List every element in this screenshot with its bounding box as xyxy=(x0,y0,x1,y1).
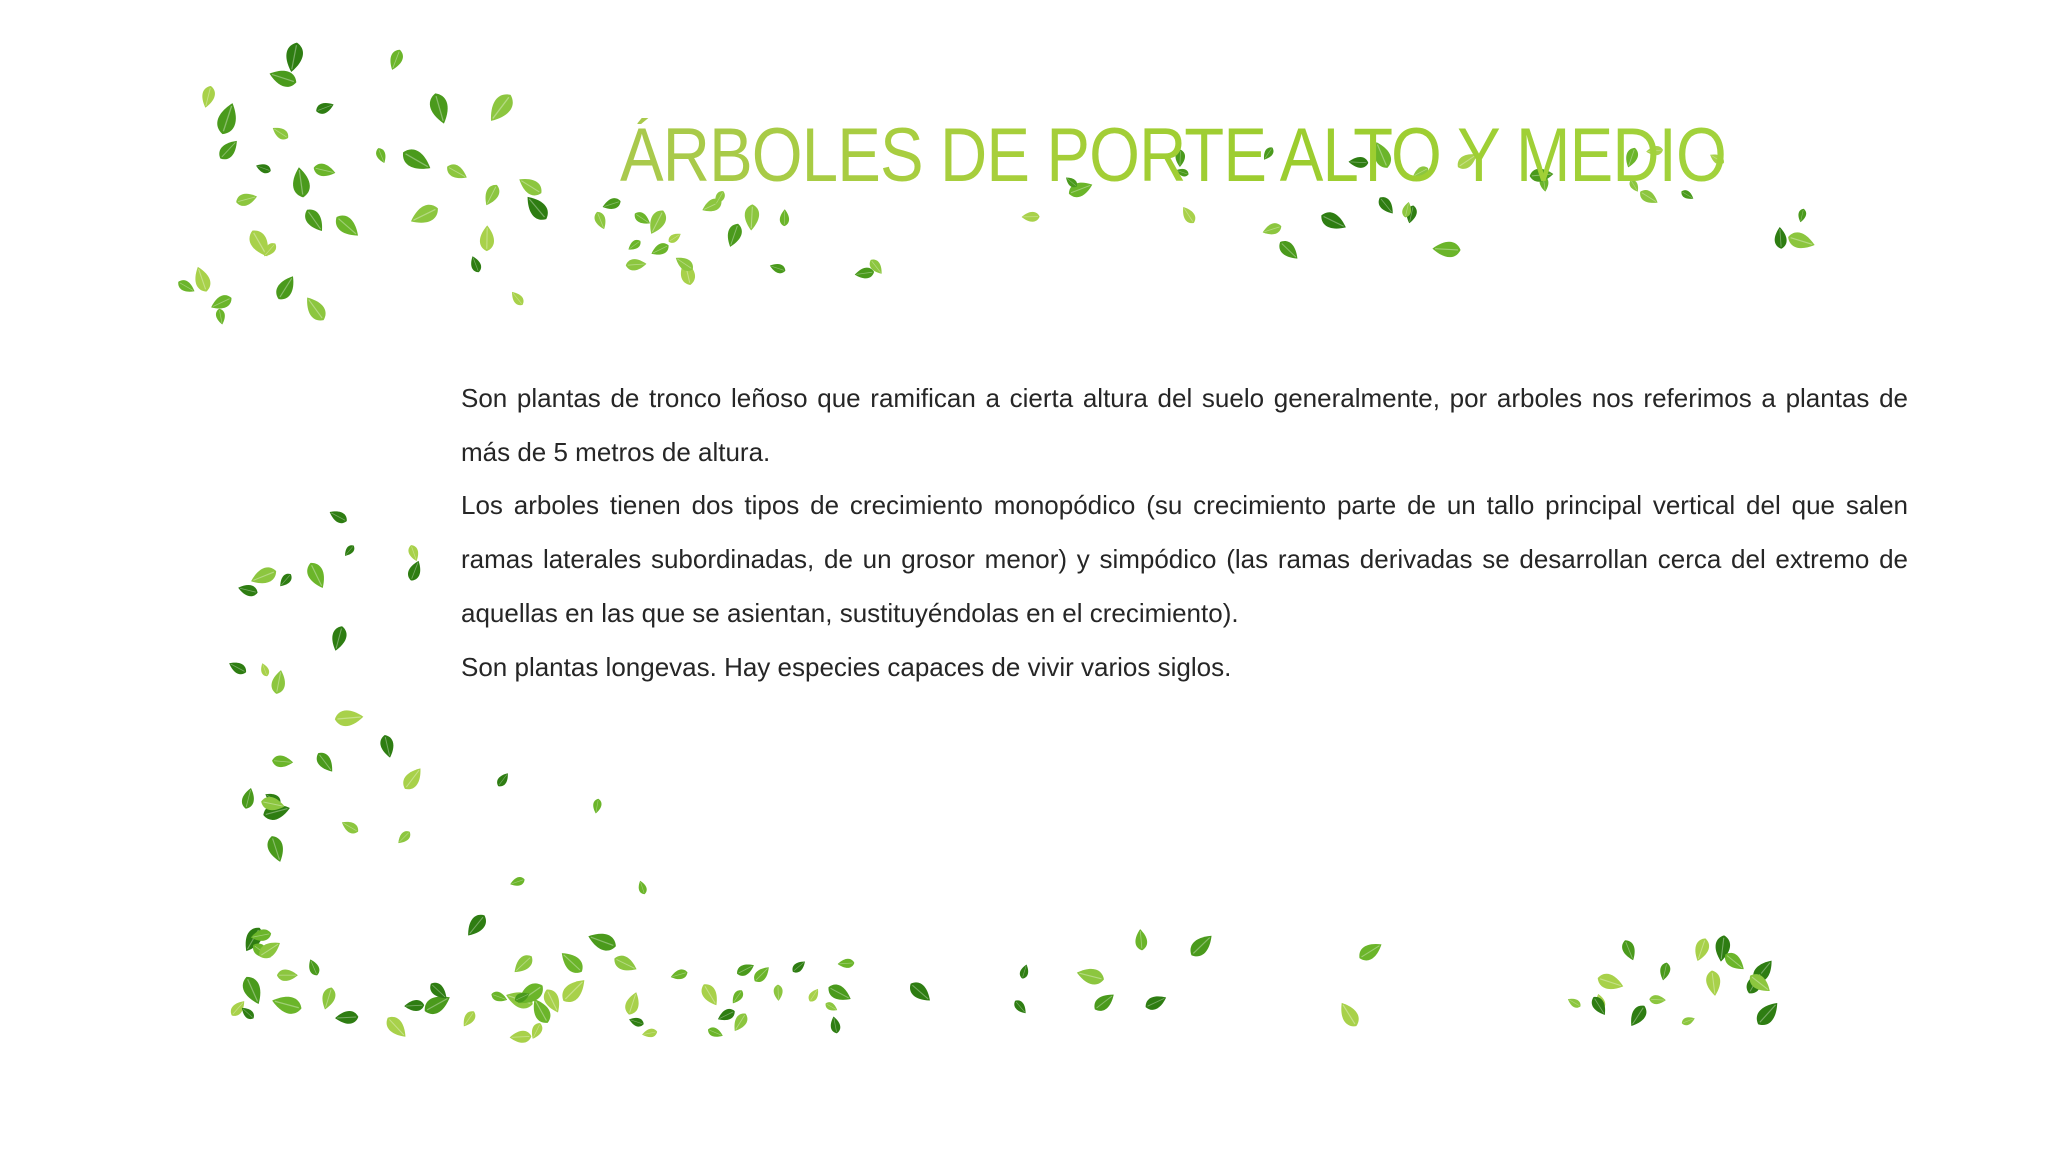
leaf xyxy=(837,958,854,968)
leaf xyxy=(790,958,808,975)
leaf xyxy=(304,560,330,592)
leaf xyxy=(669,968,688,982)
leaf xyxy=(716,1006,737,1023)
leaf xyxy=(1774,227,1787,250)
leaf xyxy=(592,210,608,231)
leaf xyxy=(301,206,328,235)
leaf xyxy=(245,227,274,261)
leaf xyxy=(1179,204,1198,226)
leaf xyxy=(1143,992,1169,1013)
leaf xyxy=(331,211,363,241)
leaf xyxy=(240,787,257,811)
leaf xyxy=(1318,209,1349,234)
leaf xyxy=(191,264,213,293)
leaf xyxy=(329,624,349,652)
leaf xyxy=(480,225,495,251)
leaf xyxy=(283,41,305,73)
leaf xyxy=(270,669,288,695)
leaf xyxy=(906,978,934,1005)
leaf xyxy=(625,258,646,271)
leaf xyxy=(1566,996,1583,1010)
leaf xyxy=(444,161,470,183)
leaf xyxy=(335,1011,359,1025)
leaf xyxy=(1075,965,1106,987)
leaf xyxy=(463,911,490,940)
leaf xyxy=(1276,237,1302,263)
leaf xyxy=(649,241,671,259)
paragraph-definition: Son plantas de tronco leñoso que ramifican a cierta altura del suelo generalmente, por arboles nos referimos a plantas de más de 5 metros de altura. xyxy=(461,383,1908,467)
leaf xyxy=(291,166,312,198)
leaf xyxy=(490,990,509,1004)
leaf xyxy=(270,993,304,1017)
leaf xyxy=(235,191,259,208)
leaf xyxy=(313,749,337,775)
leaf xyxy=(698,981,722,1009)
leaf xyxy=(611,952,639,975)
leaf xyxy=(306,958,322,978)
leaf xyxy=(1021,212,1039,222)
leaf xyxy=(265,834,287,864)
leaf xyxy=(301,293,330,325)
leaf xyxy=(214,100,241,136)
leaf xyxy=(1356,938,1386,964)
slide-body xyxy=(461,372,1908,694)
leaf xyxy=(427,91,452,126)
leaf xyxy=(729,988,745,1006)
leaf xyxy=(248,564,279,588)
leaf xyxy=(825,981,854,1005)
leaf xyxy=(270,124,291,142)
leaf xyxy=(176,277,197,295)
leaf xyxy=(216,136,242,163)
leaf xyxy=(339,818,360,836)
leaf xyxy=(829,1016,841,1035)
leaf xyxy=(1134,929,1148,951)
leaf xyxy=(259,662,271,678)
leaf xyxy=(1186,930,1217,960)
leaf xyxy=(407,201,441,229)
leaf xyxy=(406,559,424,583)
leaf xyxy=(374,147,388,165)
leaf xyxy=(751,963,773,985)
leaf xyxy=(824,1000,839,1013)
paragraph-longevity: Son plantas longevas. Hay especies capaces de vivir varios siglos. xyxy=(461,651,1232,682)
leaf xyxy=(484,90,518,127)
leaf xyxy=(1797,208,1808,223)
leaf xyxy=(481,182,503,208)
leaf xyxy=(404,1000,425,1012)
leaf xyxy=(508,289,526,308)
leaf xyxy=(399,145,435,176)
leaf xyxy=(227,659,249,677)
leaf xyxy=(516,173,546,199)
leaf xyxy=(334,709,364,727)
leaf xyxy=(1018,963,1030,979)
leaf xyxy=(601,196,622,212)
leaf xyxy=(255,162,273,175)
leaf xyxy=(557,948,587,978)
leaf xyxy=(395,829,413,847)
leaf xyxy=(592,798,603,814)
leaf xyxy=(237,582,259,597)
leaf xyxy=(495,771,512,789)
leaf xyxy=(667,231,683,245)
leaf xyxy=(1432,241,1461,258)
leaf xyxy=(706,1025,724,1039)
leaf xyxy=(1786,230,1817,253)
leaf xyxy=(199,85,216,110)
leaf xyxy=(460,1009,478,1029)
leaf xyxy=(558,974,590,1006)
slide-title: ÁRBOLES DE PORTE ALTO Y MEDIO xyxy=(620,113,1726,198)
leaf xyxy=(327,507,349,525)
leaf xyxy=(636,880,648,896)
leaf xyxy=(509,875,526,888)
leaf xyxy=(744,204,760,231)
leaf xyxy=(510,952,536,977)
leaf xyxy=(1680,1015,1696,1027)
leaf xyxy=(641,1028,658,1039)
leaf xyxy=(468,255,483,274)
leaf xyxy=(768,261,786,275)
leaf xyxy=(528,1021,544,1041)
leaf xyxy=(272,755,294,768)
leaf xyxy=(1649,995,1666,1005)
leaf xyxy=(1620,938,1639,962)
leaf xyxy=(1705,970,1722,997)
leaf xyxy=(632,209,653,227)
leaf xyxy=(399,764,426,793)
leaf xyxy=(626,238,643,253)
leaf xyxy=(277,969,298,980)
leaf xyxy=(1335,999,1362,1030)
leaf xyxy=(342,543,356,558)
leaf xyxy=(407,544,421,563)
leaf xyxy=(1595,971,1625,993)
leaf xyxy=(1752,998,1783,1030)
leaf xyxy=(379,734,397,760)
leaf xyxy=(277,571,294,589)
leaf xyxy=(387,48,406,72)
paragraph-growth-types: Los arboles tienen dos tipos de crecimiento monopódico (su crecimiento parte de un tallo principal vertical del que salen ramas laterales subordinadas, de un grosor menor) y simpódico (las ramas derivadas se desarrollan cerca del extremo de aquellas en las que se asientan, sustituyéndolas en el crecimiento). xyxy=(461,490,1908,628)
leaf xyxy=(312,162,336,179)
leaf xyxy=(1691,936,1711,963)
leaf xyxy=(628,1015,645,1028)
leaf xyxy=(806,987,821,1004)
leaf xyxy=(1626,1002,1650,1029)
leaf xyxy=(1012,998,1029,1016)
leaf xyxy=(1261,221,1283,237)
leaf xyxy=(586,929,619,954)
leaf xyxy=(215,308,227,325)
leaf xyxy=(272,272,299,303)
leaf xyxy=(314,100,335,116)
leaf xyxy=(383,1013,411,1042)
leaf xyxy=(319,986,338,1012)
leaf xyxy=(521,192,552,224)
leaf xyxy=(1658,962,1671,982)
leaf xyxy=(780,209,790,226)
leaf xyxy=(509,1030,531,1043)
leaf xyxy=(1091,989,1118,1014)
leaf xyxy=(623,990,643,1016)
leaf xyxy=(735,961,757,979)
leaf xyxy=(267,66,299,89)
leaf xyxy=(724,222,745,249)
leaf xyxy=(773,985,782,1002)
